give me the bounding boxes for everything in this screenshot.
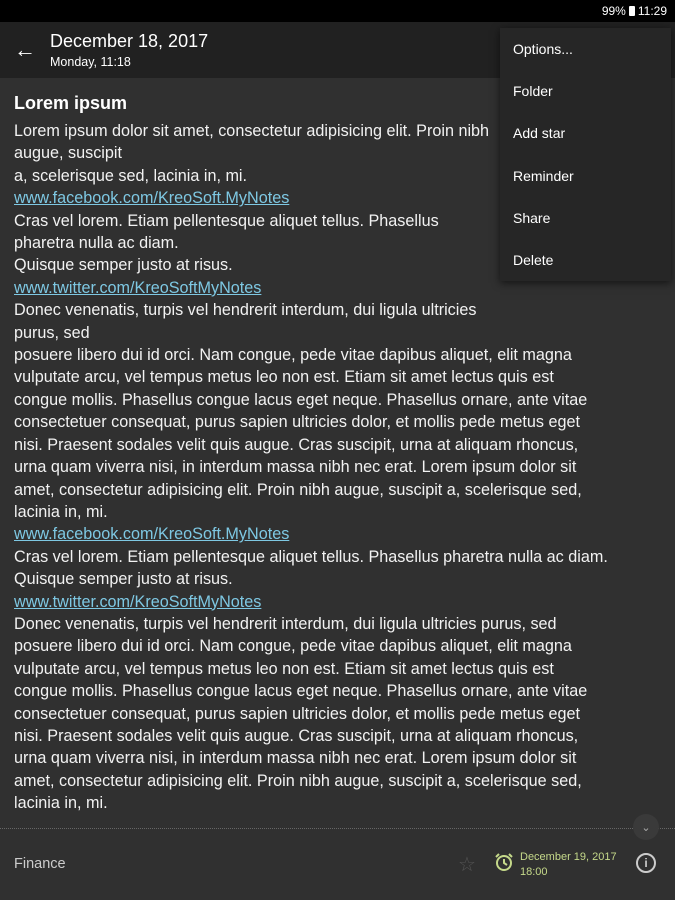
overflow-menu — [500, 28, 671, 281]
note-text-line: vulputate arcu, vel tempus metus leo non est. Etiam sit amet lectus quis est — [14, 368, 554, 387]
note-text-line: Lorem ipsum dolor sit amet, consectetur adipisicing elit. Proin nibh augue, suscipit — [14, 122, 490, 163]
note-text-line: Quisque semper justo at risus. — [14, 256, 233, 275]
status-bar — [0, 0, 675, 22]
menu-item-reminder[interactable]: Reminder — [513, 167, 574, 184]
menu-item-options[interactable]: Options... — [513, 41, 573, 58]
menu-item-add-star[interactable]: Add star — [513, 125, 566, 142]
note-text-line: urna quam viverra nisi, in interdum massa nibh nec erat. Lorem ipsum dolor sit — [14, 458, 577, 477]
menu-item-delete[interactable]: Delete — [513, 252, 554, 269]
note-footer — [0, 846, 675, 882]
reminder-datetime[interactable] — [520, 850, 617, 880]
note-text-line: Cras vel lorem. Etiam pellentesque aliquet tellus. Phasellus pharetra nulla ac diam. — [14, 211, 439, 253]
note-text-line: nisi. Praesent sodales velit quis augue. Cras suscipit, urna at aliquam rhoncus, — [14, 435, 579, 454]
note-text-line: Quisque semper justo at risus. — [14, 570, 233, 589]
divider — [0, 828, 675, 829]
note-text-line: congue mollis. Phasellus congue lacus eget neque. Phasellus ornare, ante vitae — [14, 390, 588, 409]
note-text-line: consectetuer consequat, purus sapien ultricies dolor, et mollis pede metus eget — [14, 413, 580, 432]
folder-label[interactable]: Finance — [14, 856, 66, 872]
battery-icon — [629, 6, 635, 16]
note-text-line: urna quam viverra nisi, in interdum massa nibh nec erat. Lorem ipsum dolor sit — [14, 749, 577, 768]
note-text-line: posuere libero dui id orci. Nam congue, pede vitae dapibus aliquet, elit magna — [14, 637, 572, 656]
reminder-date: December 19, 2017 — [520, 851, 617, 863]
note-day-time: Monday, 11:18 — [50, 55, 131, 69]
note-link[interactable]: www.facebook.com/KreoSoft.MyNotes — [14, 189, 290, 208]
back-arrow-icon[interactable]: ← — [14, 37, 36, 62]
info-icon[interactable]: i — [636, 853, 656, 873]
reminder-time: 18:00 — [520, 866, 548, 878]
note-link[interactable]: www.twitter.com/KreoSoftMyNotes — [14, 592, 262, 611]
note-text-line: vulputate arcu, vel tempus metus leo non est. Etiam sit amet lectus quis est — [14, 659, 554, 678]
clock: 11:29 — [637, 4, 667, 18]
note-text-line: amet, consectetur adipisicing elit. Proin nibh augue, suscipit a, scelerisque sed, — [14, 771, 582, 790]
note-link[interactable]: www.facebook.com/KreoSoft.MyNotes — [14, 525, 290, 544]
note-text-line: congue mollis. Phasellus congue lacus eget neque. Phasellus ornare, ante vitae — [14, 682, 588, 701]
note-text-line: a, scelerisque sed, lacinia in, mi. — [14, 166, 248, 185]
star-icon[interactable]: ☆ — [458, 854, 476, 876]
note-text-line: lacinia in, mi. — [14, 794, 108, 813]
alarm-clock-icon[interactable] — [494, 852, 514, 877]
battery-level: 99% — [601, 4, 626, 18]
note-date: December 18, 2017 — [50, 31, 209, 51]
note-text-line: Donec venenatis, turpis vel hendrerit interdum, dui ligula ultricies purus, sed — [14, 614, 557, 633]
note-title: Lorem ipsum — [14, 93, 128, 113]
note-text-line: Donec venenatis, turpis vel hendrerit interdum, dui ligula ultricies purus, sed — [14, 301, 477, 342]
note-text-line: posuere libero dui id orci. Nam congue, pede vitae dapibus aliquet, elit magna — [14, 346, 572, 365]
note-link[interactable]: www.twitter.com/KreoSoftMyNotes — [14, 278, 262, 297]
menu-item-folder[interactable]: Folder — [513, 83, 553, 100]
chevron-down-icon[interactable]: ⌄ — [633, 814, 659, 840]
note-text-line: lacinia in, mi. — [14, 502, 108, 521]
note-text-line: amet, consectetur adipisicing elit. Proin nibh augue, suscipit a, scelerisque sed, — [14, 480, 582, 499]
note-text-line: nisi. Praesent sodales velit quis augue. Cras suscipit, urna at aliquam rhoncus, — [14, 726, 579, 745]
menu-item-share[interactable]: Share — [513, 209, 551, 226]
note-text-line: consectetuer consequat, purus sapien ultricies dolor, et mollis pede metus eget — [14, 704, 580, 723]
note-text-line: Cras vel lorem. Etiam pellentesque aliquet tellus. Phasellus pharetra nulla ac diam. — [14, 547, 608, 566]
